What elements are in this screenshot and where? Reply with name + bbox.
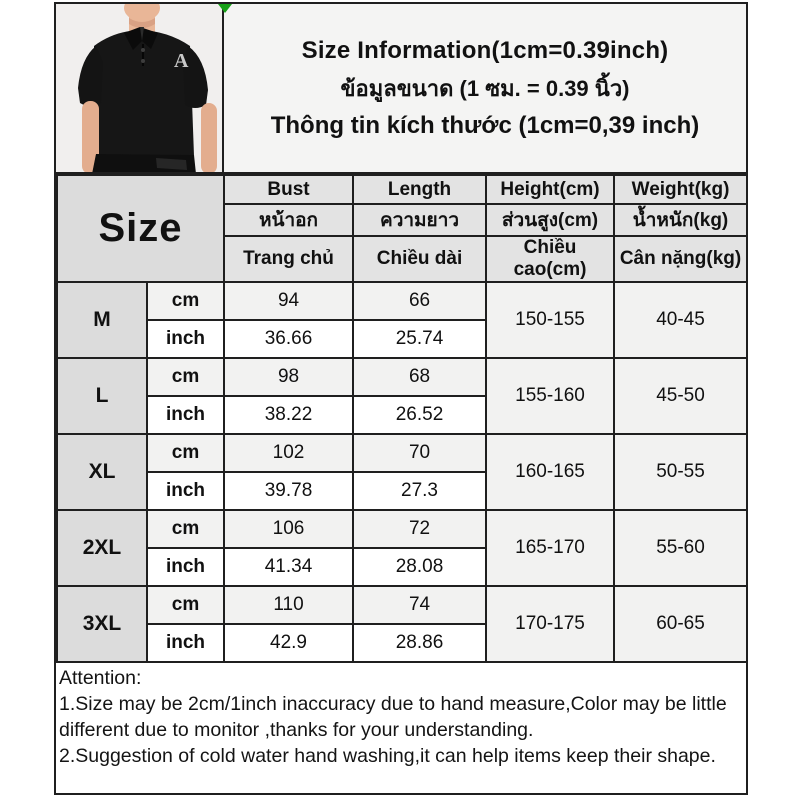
weight-range: 55-60 (614, 510, 747, 586)
shirt-button (141, 48, 145, 52)
height-range: 155-160 (486, 358, 614, 434)
size-table (56, 174, 748, 663)
height-range: 170-175 (486, 586, 614, 662)
title-block (224, 4, 746, 172)
length-cm-value: 72 (353, 510, 486, 548)
size-header-cell: Size (57, 175, 224, 282)
unit-label-inch: inch (147, 548, 224, 586)
attention-note-2: 2.Suggestion of cold water hand washing,it can help items keep their shape. (59, 744, 716, 767)
col-header-weight-en: Weight(kg) (614, 175, 747, 204)
bust-inch-value: 41.34 (224, 548, 353, 586)
bust-cm-value: 94 (224, 282, 353, 320)
col-header-height-en: Height(cm) (486, 175, 614, 204)
attention-note-1: 1.Size may be 2cm/1inch inaccuracy due to hand measure,Color may be little different due to monitor ,thanks for your understanding. (59, 692, 727, 741)
shirt-button (141, 59, 145, 63)
length-cm-value: 68 (353, 358, 486, 396)
unit-label-cm: cm (147, 586, 224, 624)
model-arm-right (201, 103, 217, 172)
green-triangle-marker (218, 4, 232, 13)
col-header-length-vi: Chiều dài (353, 236, 486, 282)
bust-cm-value: 98 (224, 358, 353, 396)
bust-cm-value: 102 (224, 434, 353, 472)
bust-inch-value: 42.9 (224, 624, 353, 662)
title-vietnamese: Thông tin kích thước (1cm=0,39 inch) (270, 111, 700, 139)
length-cm-value: 70 (353, 434, 486, 472)
length-cm-value: 66 (353, 282, 486, 320)
size-label-l: L (57, 358, 147, 434)
col-header-length-en: Length (353, 175, 486, 204)
col-header-bust-th: หน้าอก (224, 204, 353, 236)
length-inch-value: 26.52 (353, 396, 486, 434)
col-header-weight-th: น้ำหนัก(kg) (614, 204, 747, 236)
col-header-height-th: ส่วนสูง(cm) (486, 204, 614, 236)
attention-heading: Attention: (59, 667, 142, 689)
bust-cm-value: 106 (224, 510, 353, 548)
unit-label-cm: cm (147, 510, 224, 548)
col-header-bust-en: Bust (224, 175, 353, 204)
header-row-en (57, 175, 747, 204)
unit-label-inch: inch (147, 624, 224, 662)
unit-label-inch: inch (147, 472, 224, 510)
table-row (57, 434, 747, 472)
bust-inch-value: 36.66 (224, 320, 353, 358)
length-inch-value: 28.08 (353, 548, 486, 586)
title-english: Size Information(1cm=0.39inch) (301, 36, 669, 64)
table-row (57, 586, 747, 624)
length-cm-value: 74 (353, 586, 486, 624)
attention-box (56, 663, 746, 793)
unit-label-inch: inch (147, 396, 224, 434)
col-header-length-th: ความยาว (353, 204, 486, 236)
weight-range: 40-45 (614, 282, 747, 358)
chest-logo-letter: A (174, 50, 189, 72)
length-inch-value: 28.86 (353, 624, 486, 662)
height-range: 150-155 (486, 282, 614, 358)
table-row (57, 282, 747, 320)
size-label-2xl: 2XL (57, 510, 147, 586)
size-chart-sheet (54, 2, 748, 795)
pants-sheen (156, 158, 187, 170)
unit-label-cm: cm (147, 282, 224, 320)
weight-range: 45-50 (614, 358, 747, 434)
table-row (57, 358, 747, 396)
size-label-3xl: 3XL (57, 586, 147, 662)
bust-inch-value: 39.78 (224, 472, 353, 510)
unit-label-cm: cm (147, 434, 224, 472)
col-header-weight-vi: Cân nặng(kg) (614, 236, 747, 282)
bust-inch-value: 38.22 (224, 396, 353, 434)
size-label-xl: XL (57, 434, 147, 510)
size-label-m: M (57, 282, 147, 358)
weight-range: 50-55 (614, 434, 747, 510)
bust-cm-value: 110 (224, 586, 353, 624)
table-row (57, 510, 747, 548)
weight-range: 60-65 (614, 586, 747, 662)
height-range: 165-170 (486, 510, 614, 586)
title-thai: ข้อมูลขนาด (1 ซม. = 0.39 นิ้ว) (340, 75, 630, 101)
product-photo (56, 4, 224, 172)
height-range: 160-165 (486, 434, 614, 510)
polo-shirt-illustration (56, 4, 224, 172)
top-section (56, 4, 746, 174)
length-inch-value: 25.74 (353, 320, 486, 358)
col-header-bust-vi: Trang chủ (224, 236, 353, 282)
col-header-height-vi: Chiều cao(cm) (486, 236, 614, 282)
unit-label-cm: cm (147, 358, 224, 396)
length-inch-value: 27.3 (353, 472, 486, 510)
unit-label-inch: inch (147, 320, 224, 358)
